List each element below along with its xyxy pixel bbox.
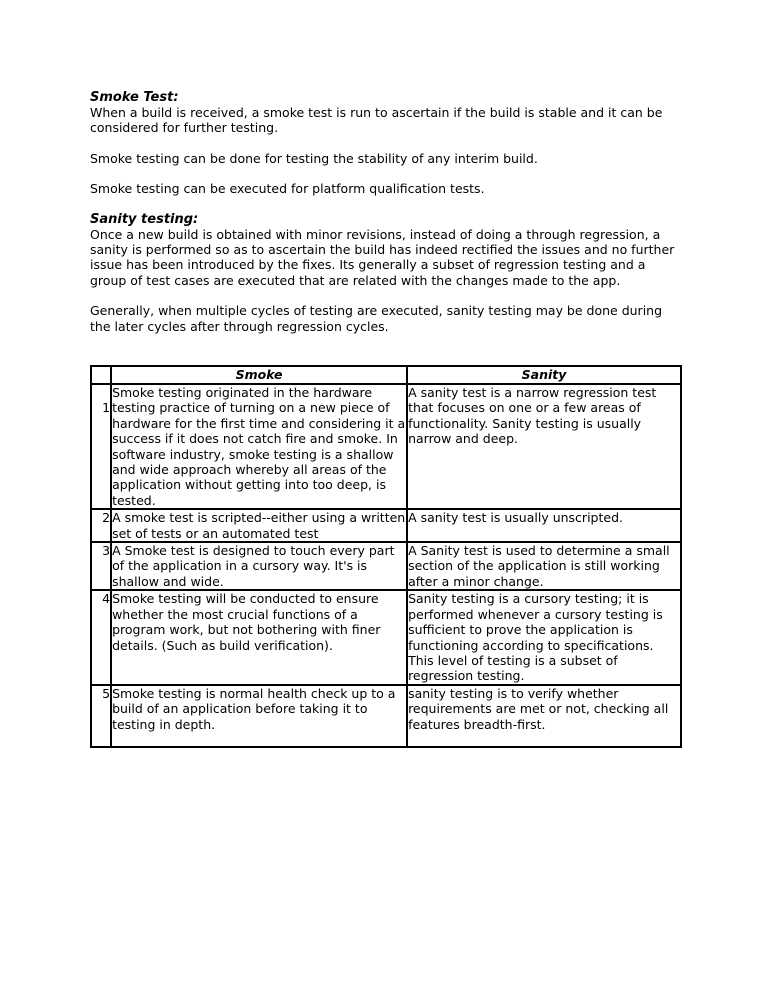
smoke-cell: Smoke testing originated in the hardware testing practice of turning on a new piece of hardware for the first time and considering it a success if it does not catch fire and smoke. In software industry, smoke testing is a shallow and wide approach whereby all areas of the application without getting into too deep, is tested. <box>112 385 406 508</box>
table-row <box>91 542 681 590</box>
row-number: 5 <box>91 685 111 747</box>
row-number: 4 <box>91 590 111 684</box>
table-row <box>91 509 681 542</box>
sanity-testing-heading: Sanity testing: <box>90 211 199 227</box>
table-row <box>91 685 681 747</box>
smoke-paragraph-2: Smoke testing can be done for testing the stability of any interim build. <box>90 150 538 166</box>
document-body <box>90 90 682 334</box>
smoke-paragraph-3: Smoke testing can be executed for platform qualification tests. <box>90 181 485 197</box>
sanity-cell: A sanity test is usually unscripted. <box>407 509 681 542</box>
smoke-paragraph-1: When a build is received, a smoke test is run to ascertain if the build is stable and it can be considered for further testing. <box>90 105 663 136</box>
smoke-cell: Smoke testing is normal health check up to a build of an application before taking it to testing in depth. <box>111 685 407 747</box>
sanity-cell: A sanity test is a narrow regression test that focuses on one or a few areas of functionality. Sanity testing is usually narrow and deep. <box>407 384 681 509</box>
comparison-table <box>90 365 682 748</box>
smoke-cell: Smoke testing will be conducted to ensure whether the most crucial functions of a program work, but not bothering with finer details. (Such as build verification). <box>111 590 407 684</box>
header-smoke: Smoke <box>111 366 407 384</box>
header-sanity: Sanity <box>407 366 681 384</box>
sanity-paragraph-2: Generally, when multiple cycles of testing are executed, sanity testing may be done during the later cycles after through regression cycles. <box>90 303 663 334</box>
row-number: 2 <box>91 509 111 542</box>
row-number: 3 <box>91 542 111 590</box>
smoke-cell: A smoke test is scripted--either using a written set of tests or an automated test <box>112 510 406 541</box>
header-number <box>91 366 111 384</box>
table-header-row <box>91 366 681 384</box>
sanity-cell: A Sanity test is used to determine a small section of the application is still working after a minor change. <box>407 542 681 590</box>
sanity-cell: Sanity testing is a cursory testing; it is performed whenever a cursory testing is sufficient to prove the application is functioning according to specifications. This level of testing is a subset of regression testing. <box>407 590 681 684</box>
smoke-test-heading: Smoke Test: <box>90 90 179 105</box>
sanity-cell: sanity testing is to verify whether requirements are met or not, checking all features breadth-first. <box>407 685 681 747</box>
smoke-cell: A Smoke test is designed to touch every part of the application in a cursory way. It's is shallow and wide. <box>111 542 407 590</box>
table-row <box>91 590 681 684</box>
sanity-paragraph-1: Once a new build is obtained with minor revisions, instead of doing a through regression, a sanity is performed so as to ascertain the build has indeed rectified the issues and no further issue has been introduced by the fixes. Its generally a subset of regression testing and a group of test cases are executed that are related with the changes made to the app. <box>90 226 675 288</box>
row-number: 1 <box>91 384 111 509</box>
table-row <box>91 384 681 509</box>
